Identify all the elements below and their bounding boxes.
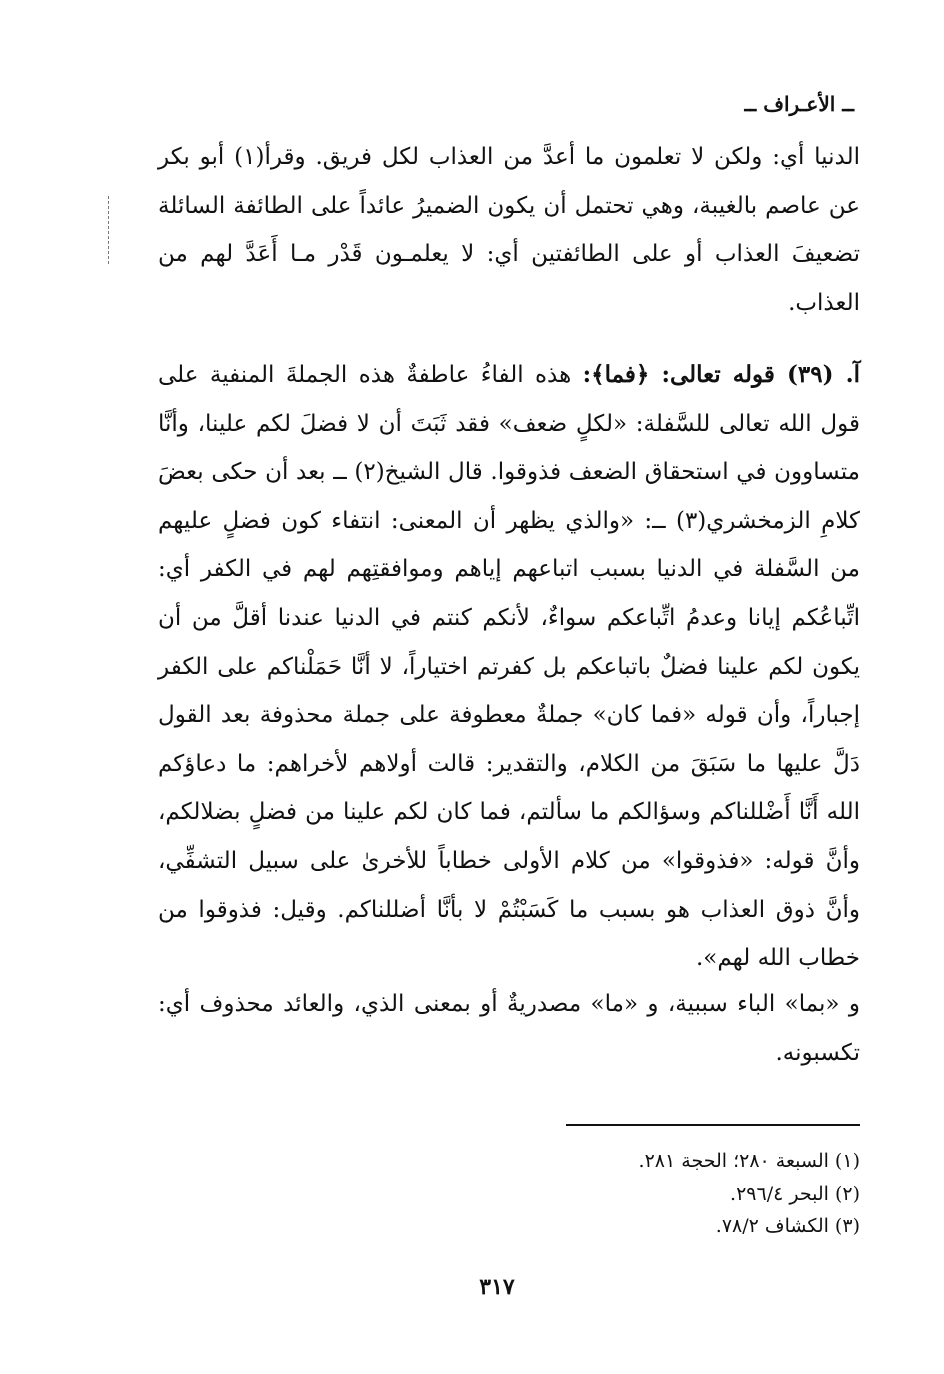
footnote-1: (١) السبعة ٢٨٠؛ الحجة ٢٨١. <box>638 1150 860 1172</box>
paragraph-text: الدنيا أي: ولكن لا تعلمون ما أعدَّ من العذاب لكل فريق. وقرأ(١) أبو بكر عن عاصم بالغيبة، وهي تحتمل أن يكون الضميرُ عائداً على الطائفة السائلة تضعيفَ العذاب أو على الطائفتين أي: لا يعلمـون قَدْر مـا أَعَدَّ لهم من العذاب. <box>158 144 860 316</box>
paragraph-2 <box>158 351 860 983</box>
verse-heading: آ. (٣٩) قوله تعالى: ﴿فما﴾: <box>582 361 860 388</box>
page-number: ٣١٧ <box>479 1274 515 1300</box>
running-head: ــ الأعـراف ــ <box>744 92 854 116</box>
footnote-2: (٢) البحر ٢٩٦/٤. <box>730 1182 860 1205</box>
footnotes <box>560 1145 860 1243</box>
paragraph-text: و «بما» الباء سببية، و «ما» مصدريةٌ أو بمعنى الذي، والعائد محذوف أي: تكسبونه. <box>158 991 860 1066</box>
margin-mark <box>108 196 111 264</box>
footnote-divider <box>566 1124 860 1126</box>
paragraph-1 <box>158 133 860 327</box>
paragraph-3 <box>158 980 860 1077</box>
paragraph-text: هذه الفاءُ عاطفةٌ هذه الجملةَ المنفية على قول الله تعالى للسَّفلة: «لكلٍ ضعف» فقد ثَبَتَ أن لا فضلَ لكم علينا، وأنَّا متساوون في استحقاق الضعف فذوقوا. قال الشيخ(٢) ــ بعد أن حكى بعضَ كلامِ الزمخشري(٣) ــ: «والذي يظهر أن المعنى: انتفاء كون فضلٍ عليهم من السَّفلة في الدنيا بسبب اتباعهم إياهم وموافقتِهم لهم في الكفر أي: اتِّباعُكم إيانا وعدمُ اتِّباعكم سواءٌ، لأنكم كنتم في الدنيا عندنا أقلَّ من أن يكون لكم علينا فضلٌ باتباعكم بل كفرتم اختياراً، لا أنَّا حَمَلْناكم على الكفر إجباراً، وأن قوله «فما كان» جملةٌ معطوفة على جملة محذوفة بعد القول دَلَّ عليها ما سَبَقَ من الكلام، والتقدير: قالت أولاهم لأخراهم: ما دعاؤكم الله أَنَّا أَضْللناكم وسؤالكم ما سألتم، فما كان لكم علينا من فضلٍ بضلالكم، وأنَّ قوله: «فذوقوا» من كلام الأولى خطاباً للأخرىٰ على سبيل التشفِّي، وأنَّ ذوق العذاب هو بسبب ما كَسَبْتُمْ لا بأنَّا أضللناكم. وقيل: فذوقوا من خطاب الله لهم». <box>158 362 861 972</box>
footnote-3: (٣) الكشاف ٧٨/٢. <box>715 1215 860 1237</box>
